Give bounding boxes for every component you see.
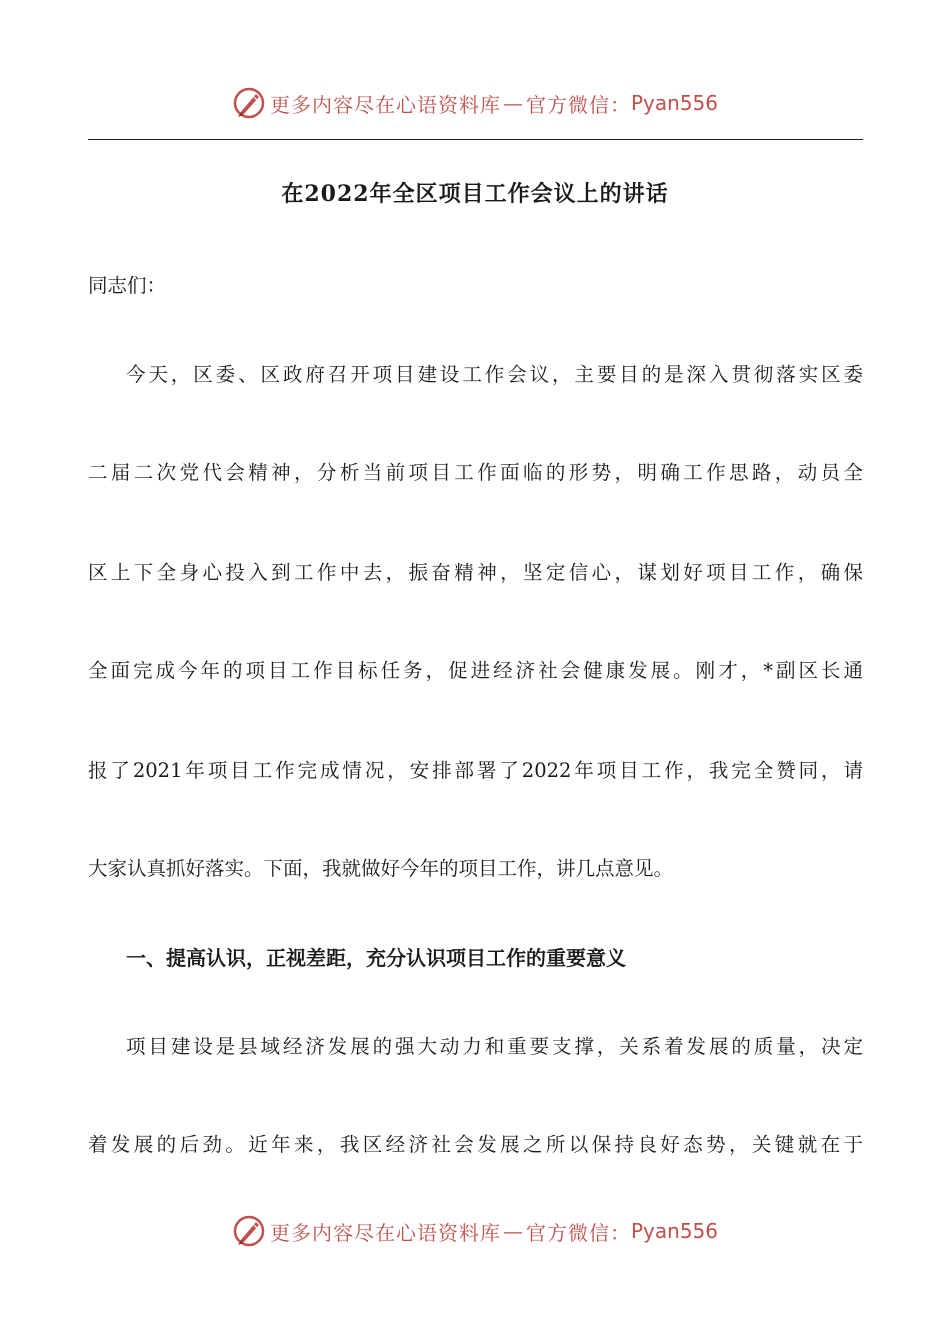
paragraph1-line: 区上下全身心投入到工作中去，振奋精神，坚定信心，谋划好项目工作，确保: [88, 561, 863, 584]
watermark-brand-text: 更多内容尽在心语资料库: [269, 1220, 501, 1245]
quill-pen-logo-icon: [232, 1214, 266, 1248]
paragraph2-line: 着发展的后劲。近年来，我区经济社会发展之所以保持良好态势，关键就在于: [88, 1133, 863, 1156]
paragraph1-line: 今天，区委、区政府召开项目建设工作会议，主要目的是深入贯彻落实区委: [126, 363, 863, 386]
footer-watermark: [0, 1211, 950, 1251]
quill-pen-logo-icon: [232, 86, 266, 120]
paragraph1-line: 二届二次党代会精神，分析当前项目工作面临的形势，明确工作思路，动员全: [88, 461, 863, 484]
watermark-label: 官方微信：: [525, 1220, 631, 1245]
paragraph1-line: 大家认真抓好落实。下面，我就做好今年的项目工作，讲几点意见。: [88, 857, 674, 880]
paragraph1-line: 全面完成今年的项目工作目标任务，促进经济社会健康发展。刚才，*副区长通: [88, 659, 863, 682]
header-watermark: [0, 83, 950, 123]
watermark-brand-text: 更多内容尽在心语资料库: [269, 92, 501, 117]
watermark-label: 官方微信：: [525, 92, 631, 117]
paragraph1-line: 报了2021年项目工作完成情况，安排部署了2022年项目工作，我完全赞同，请: [88, 759, 863, 782]
watermark-wechat-id: Pyan556: [630, 91, 718, 115]
paragraph2-line: 项目建设是县域经济发展的强大动力和重要支撑，关系着发展的质量，决定: [126, 1035, 863, 1058]
watermark-wechat-id: Pyan556: [630, 1219, 718, 1243]
salutation: 同志们：: [88, 274, 167, 297]
watermark-separator: —: [502, 1219, 524, 1243]
document-title: 在2022年全区项目工作会议上的讲话: [281, 181, 669, 207]
watermark-separator: —: [502, 91, 524, 115]
section-heading: 一、提高认识，正视差距，充分认识项目工作的重要意义: [126, 946, 626, 970]
header-divider: [88, 139, 863, 140]
